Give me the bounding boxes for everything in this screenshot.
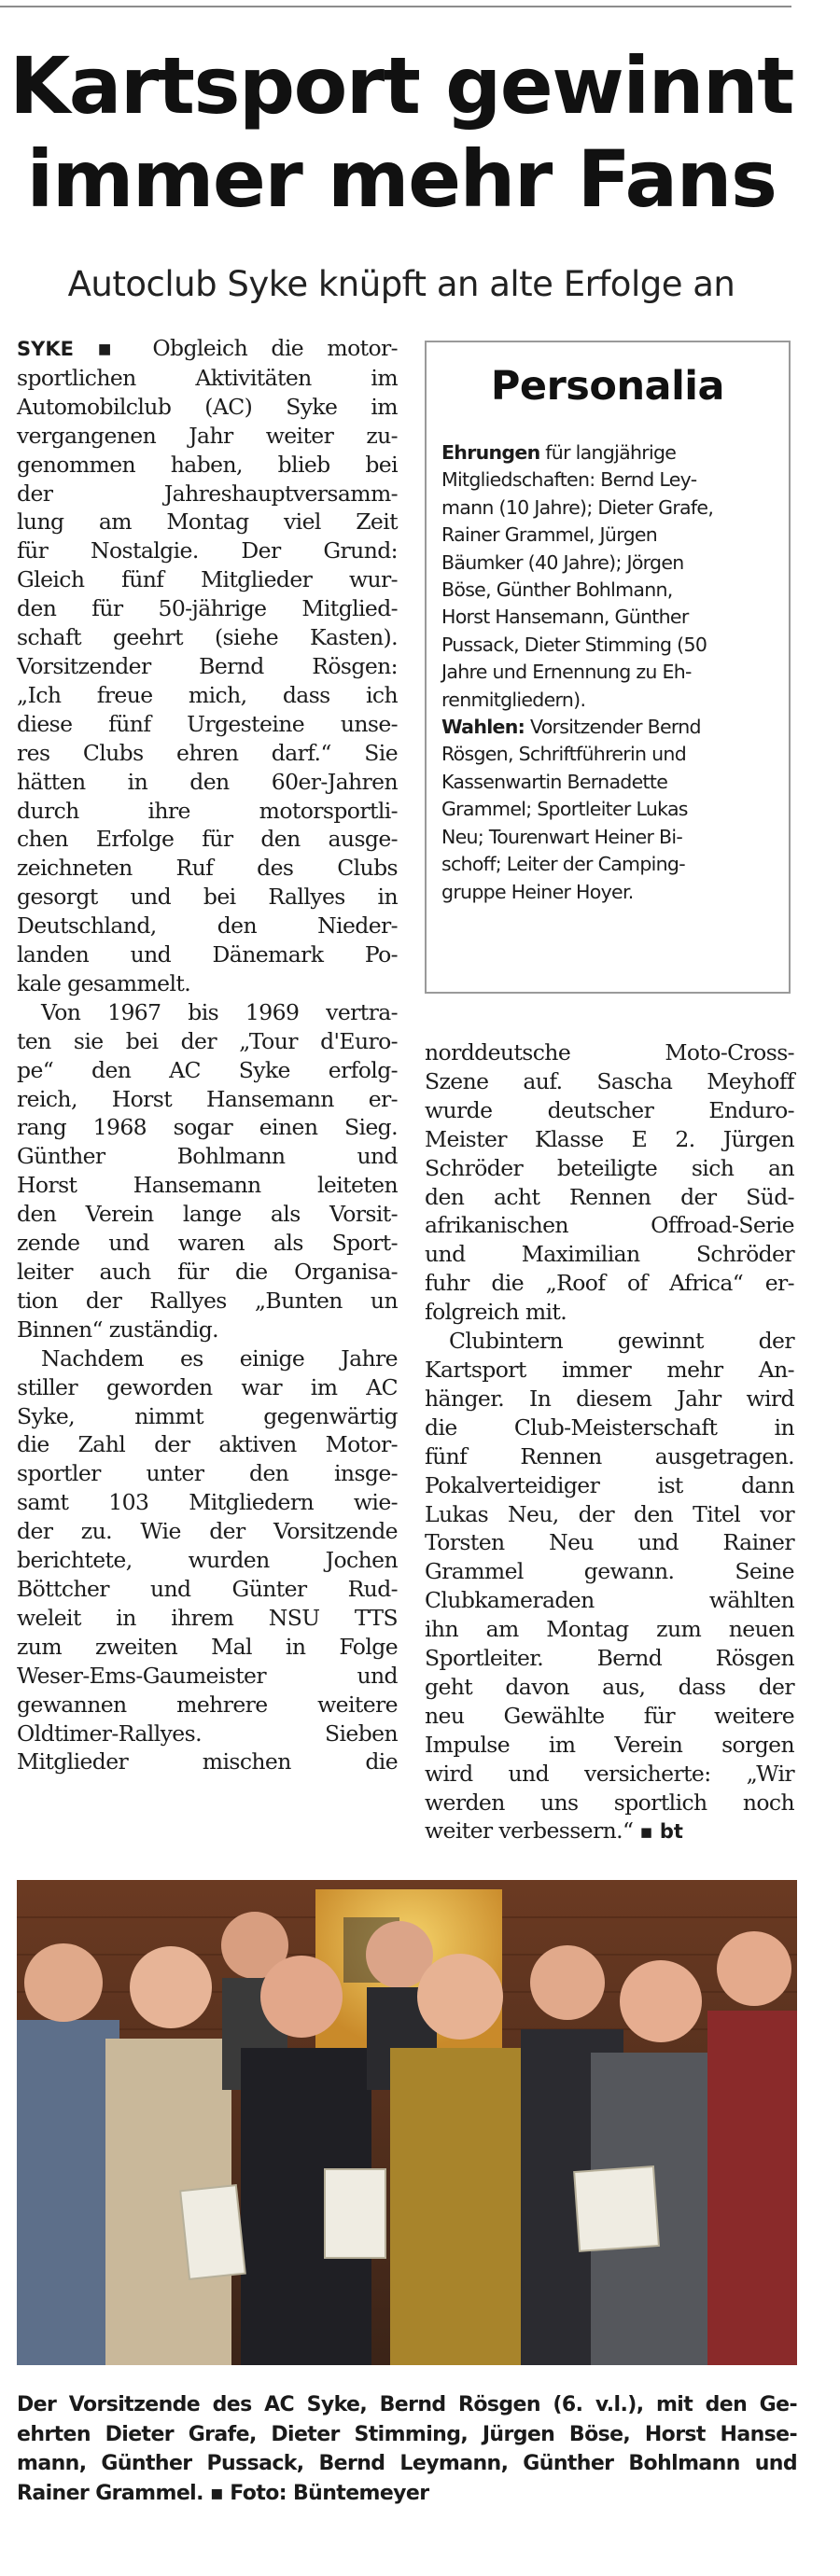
caption-line: Rainer Grammel. ▪ Foto: Büntemeyer bbox=[17, 2481, 429, 2505]
article-line-text: die Zahl der aktiven Motor- bbox=[17, 1431, 398, 1458]
article-line bbox=[17, 565, 398, 594]
article-line-text: Clubkameraden wählten bbox=[425, 1587, 794, 1614]
personalia-line bbox=[441, 741, 777, 768]
article-line bbox=[17, 1691, 398, 1720]
article-line bbox=[17, 1142, 398, 1171]
personalia-line-text: Bäumker (40 Jahre); Jörgen bbox=[441, 550, 684, 574]
personalia-line bbox=[441, 522, 777, 549]
personalia-line bbox=[441, 494, 777, 522]
article-line bbox=[17, 825, 398, 854]
article-line-text: tion der Rallyes „Bunten un bbox=[17, 1287, 398, 1314]
article-line-text: berichtete, wurden Jochen bbox=[17, 1547, 398, 1574]
personalia-line-text: für langjährige bbox=[539, 441, 677, 464]
article-line bbox=[425, 1356, 794, 1385]
article-line bbox=[17, 623, 398, 652]
article-line-text: landen und Dänemark Po- bbox=[17, 941, 398, 968]
article-line-text: hänger. In diesem Jahr wird bbox=[425, 1385, 794, 1412]
article-line bbox=[425, 1154, 794, 1183]
caption-line: Der Vorsitzende des AC Syke, Bernd Rösgen (6. v.l.), mit den Ge- bbox=[17, 2393, 797, 2416]
article-line bbox=[425, 1269, 794, 1298]
author-byline: ▪ bt bbox=[639, 1820, 683, 1844]
top-rule bbox=[0, 6, 791, 7]
personalia-line bbox=[441, 659, 777, 686]
article-line bbox=[17, 508, 398, 536]
article-line-text: Clubintern gewinnt der bbox=[449, 1328, 794, 1355]
personalia-line bbox=[441, 769, 777, 796]
headline-line: immer mehr Fans bbox=[26, 133, 777, 225]
caption-line: mann, Günther Pussack, Bernd Leymann, Günther Bohlmann und bbox=[17, 2452, 797, 2475]
article-line-text: Lukas Neu, der den Titel vor bbox=[425, 1500, 794, 1527]
article-line bbox=[425, 1327, 794, 1356]
article-line-text: wurde deutscher Enduro- bbox=[425, 1096, 794, 1123]
article-line-text: und Maximilian Schröder bbox=[425, 1241, 794, 1268]
article-line-text: Grammel gewann. Seine bbox=[425, 1558, 794, 1585]
personalia-line-text: Böse, Günther Bohlmann, bbox=[441, 578, 673, 602]
article-line bbox=[17, 1488, 398, 1517]
article-line bbox=[425, 1385, 794, 1413]
article-line bbox=[425, 1615, 794, 1644]
article-line bbox=[425, 1644, 794, 1673]
article-line-text: zende und waren als Sport- bbox=[17, 1230, 398, 1257]
article-line-text: den Verein lange als Vorsit- bbox=[17, 1201, 398, 1228]
article-line-text: Nachdem es einige Jahre bbox=[41, 1344, 398, 1372]
article-line-text: Deutschland, den Nieder- bbox=[17, 912, 398, 940]
article-line bbox=[425, 1760, 794, 1789]
article-line-text: weleit in ihrem NSU TTS bbox=[17, 1604, 398, 1631]
article-line bbox=[17, 1200, 398, 1229]
article-line bbox=[17, 710, 398, 739]
article-line bbox=[17, 1459, 398, 1488]
article-line-text: Von 1967 bis 1969 vertra- bbox=[41, 998, 398, 1025]
wahlen-label: Wahlen: bbox=[441, 716, 525, 739]
article-line bbox=[17, 422, 398, 451]
article-line-text: Gleich fünf Mitglieder wur- bbox=[17, 566, 398, 593]
personalia-line bbox=[441, 824, 777, 851]
ehrungen-label: Ehrungen bbox=[441, 441, 540, 464]
personalia-line-text: Rösgen, Schriftführerin und bbox=[441, 743, 687, 766]
article-line bbox=[17, 1720, 398, 1748]
article-line bbox=[17, 1748, 398, 1776]
personalia-line bbox=[441, 796, 777, 823]
article-line bbox=[17, 1316, 398, 1344]
caption-line: ehrten Dieter Grafe, Dieter Stimming, Jürgen Böse, Horst Hanse- bbox=[17, 2422, 797, 2446]
article-line-text: chen Erfolge für den ausge- bbox=[17, 826, 398, 853]
article-line-text: geht davon aus, dass der bbox=[425, 1673, 794, 1700]
article-line bbox=[425, 1817, 794, 1846]
article-line-text: zeichneten Ruf des Clubs bbox=[17, 855, 398, 882]
article-line-text: der zu. Wie der Vorsitzende bbox=[17, 1518, 398, 1545]
article-line-text: Günther Bohlmann und bbox=[17, 1143, 398, 1170]
article-line-text: Weser-Ems-Gaumeister und bbox=[17, 1662, 398, 1689]
article-column-2 bbox=[425, 1038, 794, 1846]
article-line bbox=[17, 1113, 398, 1142]
article-line-text: ihn am Montag zum neuen bbox=[425, 1616, 794, 1643]
article-line bbox=[17, 1633, 398, 1662]
article-line-text: zum zweiten Mal in Folge bbox=[17, 1633, 398, 1660]
article-line bbox=[425, 1471, 794, 1500]
personalia-box bbox=[425, 341, 791, 994]
article-line bbox=[17, 1171, 398, 1200]
personalia-line-text: Mitgliedschaften: Bernd Ley- bbox=[441, 468, 697, 492]
personalia-line-text: Grammel; Sportleiter Lukas bbox=[441, 798, 688, 821]
article-line bbox=[17, 1229, 398, 1258]
article-line bbox=[17, 912, 398, 940]
article-line-text: gewannen mehrere weitere bbox=[17, 1691, 398, 1718]
article-line bbox=[17, 854, 398, 883]
group-photo bbox=[17, 1880, 797, 2365]
article-line bbox=[425, 1183, 794, 1212]
article-line-text: Impulse im Verein sorgen bbox=[425, 1731, 794, 1758]
article-line-text: Automobilclub (AC) Syke im bbox=[17, 393, 398, 420]
article-line bbox=[17, 1517, 398, 1546]
article-line bbox=[425, 1038, 794, 1067]
article-line-text: Torsten Neu und Rainer bbox=[425, 1529, 794, 1556]
personalia-line-text: Neu; Tourenwart Heiner Bi- bbox=[441, 825, 683, 848]
personalia-line bbox=[441, 687, 777, 714]
article-line bbox=[17, 940, 398, 969]
article-line bbox=[17, 480, 398, 508]
article-line-text: Szene auf. Sascha Meyhoff bbox=[425, 1067, 794, 1094]
article-line-text: stiller geworden war im AC bbox=[17, 1373, 398, 1400]
article-line bbox=[425, 1211, 794, 1240]
article-line-text: den acht Rennen der Süd- bbox=[425, 1183, 794, 1210]
personalia-line-text: schoff; Leiter der Camping- bbox=[441, 853, 685, 876]
article-line bbox=[425, 1442, 794, 1471]
article-line-text: „Ich freue mich, dass ich bbox=[17, 681, 398, 708]
article-line bbox=[425, 1586, 794, 1615]
article-line bbox=[425, 1731, 794, 1760]
article-line-text: Pokalverteidiger ist dann bbox=[425, 1471, 794, 1498]
article-line bbox=[17, 1085, 398, 1114]
article-line-text: leiter auch für die Organisa- bbox=[17, 1259, 398, 1285]
article-line-text: sportlichen Aktivitäten im bbox=[17, 364, 398, 391]
article-line bbox=[425, 1067, 794, 1096]
personalia-line-text: mann (10 Jahre); Dieter Grafe, bbox=[441, 495, 714, 519]
article-line-text: Oldtimer-Rallyes. Sieben bbox=[17, 1720, 398, 1747]
article-line bbox=[425, 1789, 794, 1817]
personalia-text bbox=[441, 439, 777, 906]
article-line bbox=[17, 364, 398, 393]
article-line bbox=[17, 1662, 398, 1691]
article-line-text: neu Gewählte für weitere bbox=[425, 1702, 794, 1729]
article-line-text: genommen haben, blieb bei bbox=[17, 451, 398, 478]
personalia-line-text: gruppe Heiner Hoyer. bbox=[441, 880, 634, 903]
article-line bbox=[17, 1258, 398, 1287]
article-line bbox=[17, 681, 398, 710]
personalia-line bbox=[441, 439, 777, 466]
article-line-text: lung am Montag viel Zeit bbox=[17, 508, 398, 536]
article-line bbox=[17, 652, 398, 681]
article-line bbox=[17, 1287, 398, 1316]
article-line bbox=[17, 334, 398, 364]
article-line bbox=[425, 1557, 794, 1586]
article-line-text: wird und versicherte: „Wir bbox=[425, 1760, 794, 1787]
article-line bbox=[17, 1402, 398, 1431]
article-line-text: Vorsitzender Bernd Rösgen: bbox=[17, 652, 398, 679]
article-line-text: Böttcher und Günter Rud- bbox=[17, 1575, 398, 1602]
article-line-text: durch ihre motorsportli- bbox=[17, 797, 398, 824]
article-line bbox=[17, 768, 398, 797]
article-line-text: Syke, nimmt gegenwärtig bbox=[17, 1402, 398, 1429]
article-line-text: die Club-Meisterschaft in bbox=[425, 1413, 794, 1441]
photo-caption bbox=[17, 2390, 797, 2508]
article-line-text: samt 103 Mitgliedern wie- bbox=[17, 1489, 398, 1516]
article-line-text: weiter verbessern.“ bbox=[425, 1817, 634, 1845]
article-line-text: für Nostalgie. Der Grund: bbox=[17, 537, 398, 564]
personalia-line bbox=[441, 604, 777, 631]
personalia-line bbox=[441, 632, 777, 659]
article-line bbox=[425, 1240, 794, 1269]
article-line bbox=[17, 393, 398, 422]
article-line-text: Binnen“ zuständig. bbox=[17, 1316, 219, 1343]
personalia-line-text: Horst Hansemann, Günther bbox=[441, 606, 689, 629]
article-line-text: den für 50-jährige Mitglied- bbox=[17, 595, 398, 622]
article-line-text: Sportleiter. Bernd Rösgen bbox=[425, 1645, 794, 1672]
personalia-title: Personalia bbox=[490, 363, 725, 410]
article-line-text: schaft geehrt (siehe Kasten). bbox=[17, 624, 398, 651]
article-line bbox=[17, 797, 398, 826]
personalia-line-text: Jahre und Ernennung zu Eh- bbox=[441, 661, 692, 684]
article-line bbox=[17, 739, 398, 768]
article-line bbox=[425, 1702, 794, 1731]
article-line-text: Mitglieder mischen die bbox=[17, 1748, 398, 1775]
article-line-text: vergangenen Jahr weiter zu- bbox=[17, 422, 398, 449]
personalia-line bbox=[441, 466, 777, 494]
article-line bbox=[17, 883, 398, 912]
personalia-line bbox=[441, 577, 777, 604]
article-line bbox=[17, 1056, 398, 1085]
personalia-line bbox=[441, 550, 777, 577]
article-line bbox=[425, 1413, 794, 1442]
personalia-line bbox=[441, 714, 777, 741]
article-line-text: sportler unter den insge- bbox=[17, 1460, 398, 1487]
headline-line: Kartsport gewinnt bbox=[9, 40, 793, 132]
article-line-text: norddeutsche Moto-Cross- bbox=[425, 1039, 794, 1065]
personalia-line bbox=[441, 879, 777, 906]
article-line-text: werden uns sportlich noch bbox=[425, 1789, 794, 1816]
article-line bbox=[17, 1430, 398, 1459]
article-line-text: Meister Klasse E 2. Jürgen bbox=[425, 1125, 794, 1152]
article-line bbox=[425, 1096, 794, 1125]
article-line bbox=[425, 1500, 794, 1529]
article-line bbox=[17, 536, 398, 565]
article-line-text: Kartsport immer mehr An- bbox=[425, 1356, 794, 1383]
personalia-line-text: Rainer Grammel, Jürgen bbox=[441, 523, 658, 547]
article-line bbox=[425, 1528, 794, 1557]
dateline: SYKE bbox=[17, 338, 74, 360]
article-line-text: ▪ Obgleich die motor- bbox=[97, 335, 398, 361]
article-line bbox=[425, 1298, 794, 1327]
personalia-line bbox=[441, 851, 777, 878]
article-line bbox=[425, 1673, 794, 1702]
article-line-text: Horst Hansemann leiteten bbox=[17, 1172, 398, 1199]
article-line bbox=[17, 1604, 398, 1633]
article-column-1 bbox=[17, 334, 398, 1776]
article-line-text: Schröder beteiligte sich an bbox=[425, 1154, 794, 1181]
article-line-text: reich, Horst Hansemann er- bbox=[17, 1085, 398, 1112]
article-line bbox=[17, 1373, 398, 1402]
personalia-line-text: Vorsitzender Bernd bbox=[525, 716, 701, 739]
article-line-text: hätten in den 60er-Jahren bbox=[17, 768, 398, 795]
headline bbox=[0, 39, 803, 226]
article-line-text: kale gesammelt. bbox=[17, 969, 191, 996]
article-line-text: folgreich mit. bbox=[425, 1299, 567, 1326]
article-line bbox=[17, 1546, 398, 1575]
article-line-text: afrikanischen Offroad-Serie bbox=[425, 1212, 794, 1239]
article-line-text: ten sie bei der „Tour d'Euro- bbox=[17, 1027, 398, 1054]
article-line bbox=[425, 1125, 794, 1154]
article-line bbox=[17, 1575, 398, 1604]
article-line bbox=[17, 451, 398, 480]
article-line-text: gesorgt und bei Rallyes in bbox=[17, 884, 398, 911]
article-line bbox=[17, 594, 398, 623]
personalia-line-text: renmitgliedern). bbox=[441, 688, 586, 711]
article-line-text: fuhr die „Roof of Africa“ er- bbox=[425, 1270, 794, 1297]
article-line-text: rang 1968 sogar einen Sieg. bbox=[17, 1114, 398, 1141]
subheadline: Autoclub Syke knüpft an alte Erfolge an bbox=[67, 264, 735, 304]
personalia-line-text: Kassenwartin Bernadette bbox=[441, 770, 668, 793]
article-line-text: diese fünf Urgesteine unse- bbox=[17, 710, 398, 737]
personalia-line-text: Pussack, Dieter Stimming (50 bbox=[441, 633, 707, 656]
article-line-text: der Jahreshauptversamm- bbox=[17, 480, 398, 507]
article-line bbox=[17, 998, 398, 1027]
article-line-text: res Clubs ehren darf.“ Sie bbox=[17, 739, 398, 766]
article-line bbox=[17, 969, 398, 998]
article-line-text: fünf Rennen ausgetragen. bbox=[425, 1442, 794, 1469]
article-line-text: pe“ den AC Syke erfolg- bbox=[17, 1056, 398, 1083]
article-line bbox=[17, 1027, 398, 1056]
article-line bbox=[17, 1344, 398, 1373]
